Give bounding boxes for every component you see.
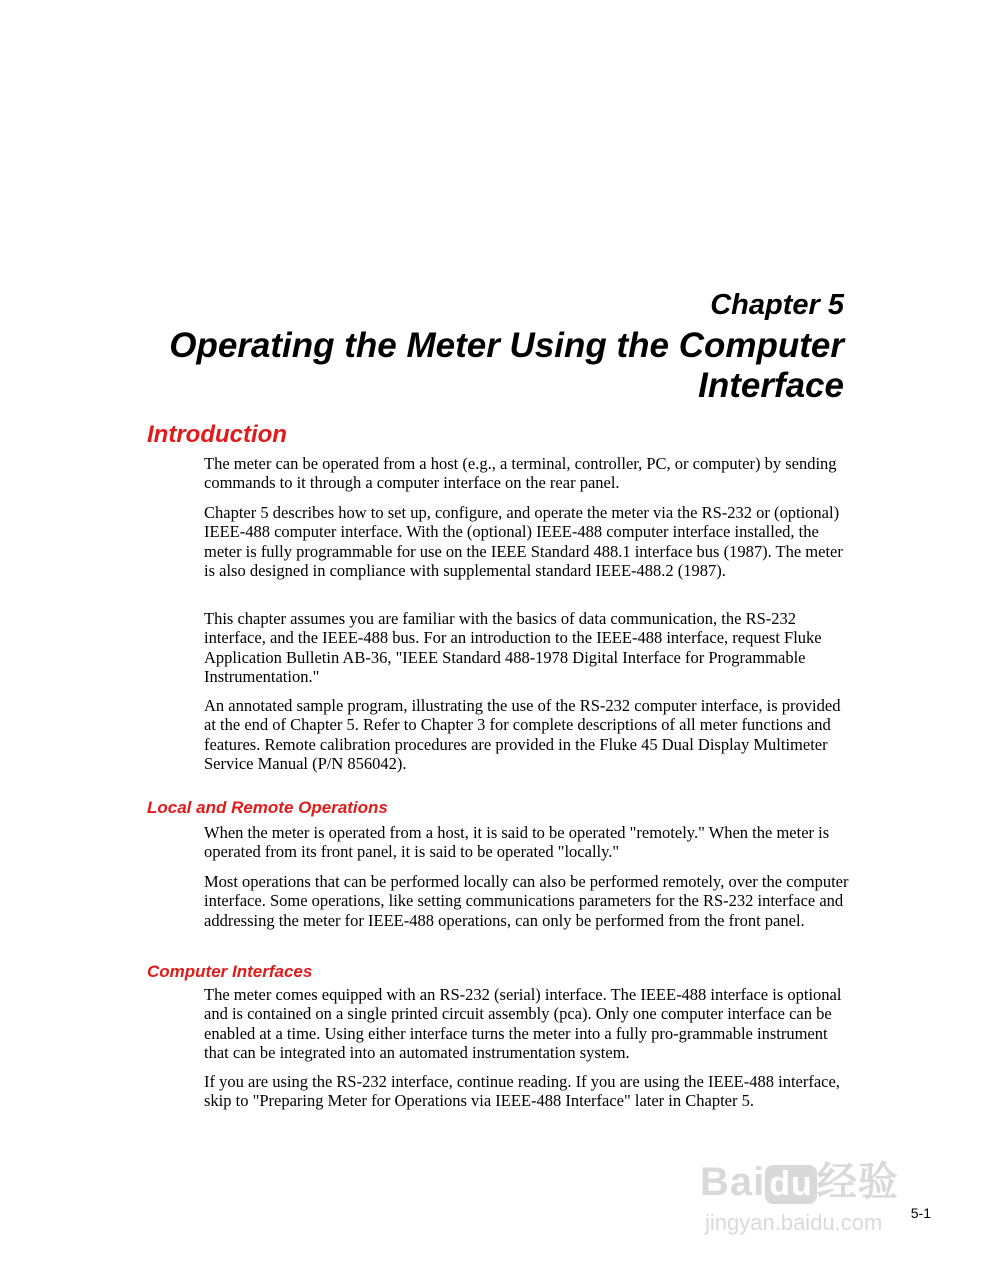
paragraph: An annotated sample program, illustrating the use of the RS-232 computer interface, is provided at the end of Chapter 5. Refer to Chapter 3 for complete descriptions of all meter functions and features. Remote calibration procedures are provided in the Fluke 45 Dual Display Multimeter Service Manual (P/N 856042). bbox=[204, 696, 841, 774]
paragraph: This chapter assumes you are familiar with the basics of data communication, the RS-232 interface, and the IEEE-488 bus. For an introduction to the IEEE-488 interface, request Fluke Application Bulletin AB-36, "IEEE Standard 488-1978 Digital Interface for Programmable Instrumentation." bbox=[204, 609, 822, 687]
baidu-watermark bbox=[700, 1132, 930, 1247]
paragraph: Most operations that can be performed locally can also be performed remotely, over the computer interface. Some operations, like setting communications parameters for the RS-232 interface and addressing the meter for IEEE-488 operations, can only be performed from the front panel. bbox=[204, 872, 849, 930]
watermark-logo: Bai du 经验 bbox=[700, 1160, 899, 1204]
section-heading-computer-interfaces: Computer Interfaces bbox=[147, 962, 313, 981]
chapter-number: Chapter 5 bbox=[710, 289, 844, 321]
paragraph: The meter comes equipped with an RS-232 (serial) interface. The IEEE-488 interface is optional and is contained on a single printed circuit assembly (pca). Only one computer interface can be enabled at a time. Using either interface turns the meter into a fully pro-grammable instrument that can be integrated into an automated instrumentation system. bbox=[204, 985, 842, 1063]
paragraph: Chapter 5 describes how to set up, configure, and operate the meter via the RS-232 or (optional) IEEE-488 computer interface. With the (optional) IEEE-488 computer interface installed, the meter is fully programmable for use on the IEEE Standard 488.1 interface bus (1987). The meter is also designed in compliance with supplemental standard IEEE-488.2 (1987). bbox=[204, 503, 843, 581]
page-number: 5-1 bbox=[910, 1205, 931, 1221]
chapter-title: Operating the Meter Using the Computer Interface bbox=[169, 326, 844, 405]
paragraph: If you are using the RS-232 interface, continue reading. If you are using the IEEE-488 interface, skip to "Preparing Meter for Operations via IEEE-488 Interface" later in Chapter 5. bbox=[204, 1072, 840, 1111]
paragraph: The meter can be operated from a host (e.g., a terminal, controller, PC, or computer) by sending commands to it through a computer interface on the rear panel. bbox=[204, 454, 837, 493]
paragraph: When the meter is operated from a host, it is said to be operated "remotely." When the meter is operated from its front panel, it is said to be operated "locally." bbox=[204, 823, 830, 862]
section-heading-introduction: Introduction bbox=[147, 421, 287, 448]
section-heading-local-remote: Local and Remote Operations bbox=[147, 798, 388, 817]
watermark-url: jingyan.baidu.com bbox=[705, 1210, 883, 1235]
